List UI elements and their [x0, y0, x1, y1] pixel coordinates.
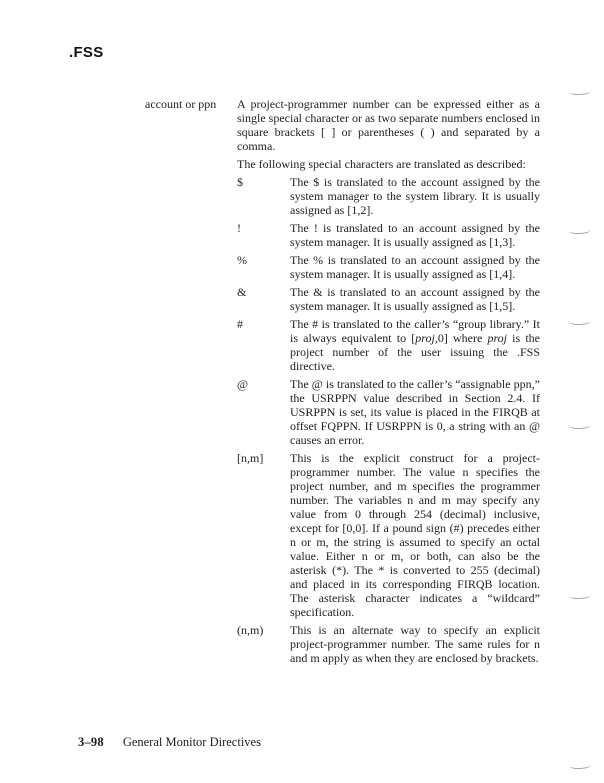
special-char-description: The & is translated to an account assigned by the system manager. It is usually assigned as [1,5]. — [290, 285, 540, 313]
special-char-row-brackets-nm — [237, 451, 540, 619]
scan-artifact-mark — [569, 317, 591, 325]
special-char-row-bang — [237, 221, 540, 249]
special-char-description: The # is translated to the caller’s “group library.” It is always equivalent to [proj,0] where proj is the project number of the user issuing the .FSS directive. — [290, 317, 540, 373]
scan-artifact-mark — [569, 591, 591, 599]
special-char-symbol: [n,m] — [237, 451, 264, 465]
special-char-symbol: # — [237, 317, 243, 331]
special-char-symbol: $ — [237, 175, 243, 189]
page-content — [145, 97, 540, 665]
special-char-row-pound — [237, 317, 540, 373]
special-char-row-at — [237, 377, 540, 447]
special-char-symbol: % — [237, 253, 247, 267]
scan-artifact-mark — [569, 761, 591, 769]
scan-artifact-mark — [569, 421, 591, 429]
definition-term: account or ppn — [145, 97, 217, 111]
special-char-row-percent — [237, 253, 540, 281]
definition-entry — [145, 97, 540, 153]
special-char-description: This is the explicit construct for a project-programmer number. The value n specifies the project number, and m specifies the programmer number. The variables n and m may specify any value from 0 through 254 (decimal) inclusive, except for [0,0]. If a pound sign (#) precedes either n or m, the string is assumed to specify an octal value. Either n or m, or both, can also be the asterisk (*). The * is converted to 255 (decimal) and placed in its corresponding FIRQB location. The asterisk character indicates a “wildcard” specification. — [290, 451, 540, 619]
special-char-row-ampersand — [237, 285, 540, 313]
special-char-symbol: & — [237, 285, 247, 299]
special-char-row-parens-nm — [237, 623, 540, 665]
special-char-symbol: @ — [237, 377, 249, 391]
special-char-description: The $ is translated to the account assigned by the system manager to the system library. It is usually assigned as [1,2]. — [290, 175, 540, 217]
special-char-description: The ! is translated to an account assigned by the system manager. It is usually assigned as [1,3]. — [290, 221, 540, 249]
special-char-description: The @ is translated to the caller’s “assignable ppn,” the USRPPN value described in Section 2.4. If USRPPN is set, its value is placed in the FIRQB at offset FQPPN. If USRPPN is 0, a string with an @ causes an error. — [290, 377, 540, 447]
footer-chapter-title: General Monitor Directives — [122, 735, 261, 749]
page-number: 3–98 — [78, 735, 104, 749]
special-char-symbol: ! — [237, 221, 241, 235]
section-heading: .FSS — [69, 44, 104, 61]
special-char-description: The % is translated to an account assigned by the system manager. It is usually assigned as [1,4]. — [290, 253, 540, 281]
definition-intro-paragraph: A project-programmer number can be expressed either as a single special character or as two separate numbers enclosed in square brackets [ ] or parentheses ( ) and separated by a comma. — [237, 97, 540, 153]
page-footer — [78, 735, 261, 749]
special-char-symbol: (n,m) — [237, 623, 264, 637]
definition-leadin-paragraph: The following special characters are translated as described: — [237, 157, 526, 171]
special-char-description: This is an alternate way to specify an explicit project-programmer number. The same rules for n and m apply as when they are enclosed by brackets. — [290, 623, 540, 665]
special-char-row-dollar — [237, 175, 540, 217]
scan-artifact-mark — [569, 87, 591, 95]
scan-artifact-mark — [569, 226, 591, 234]
